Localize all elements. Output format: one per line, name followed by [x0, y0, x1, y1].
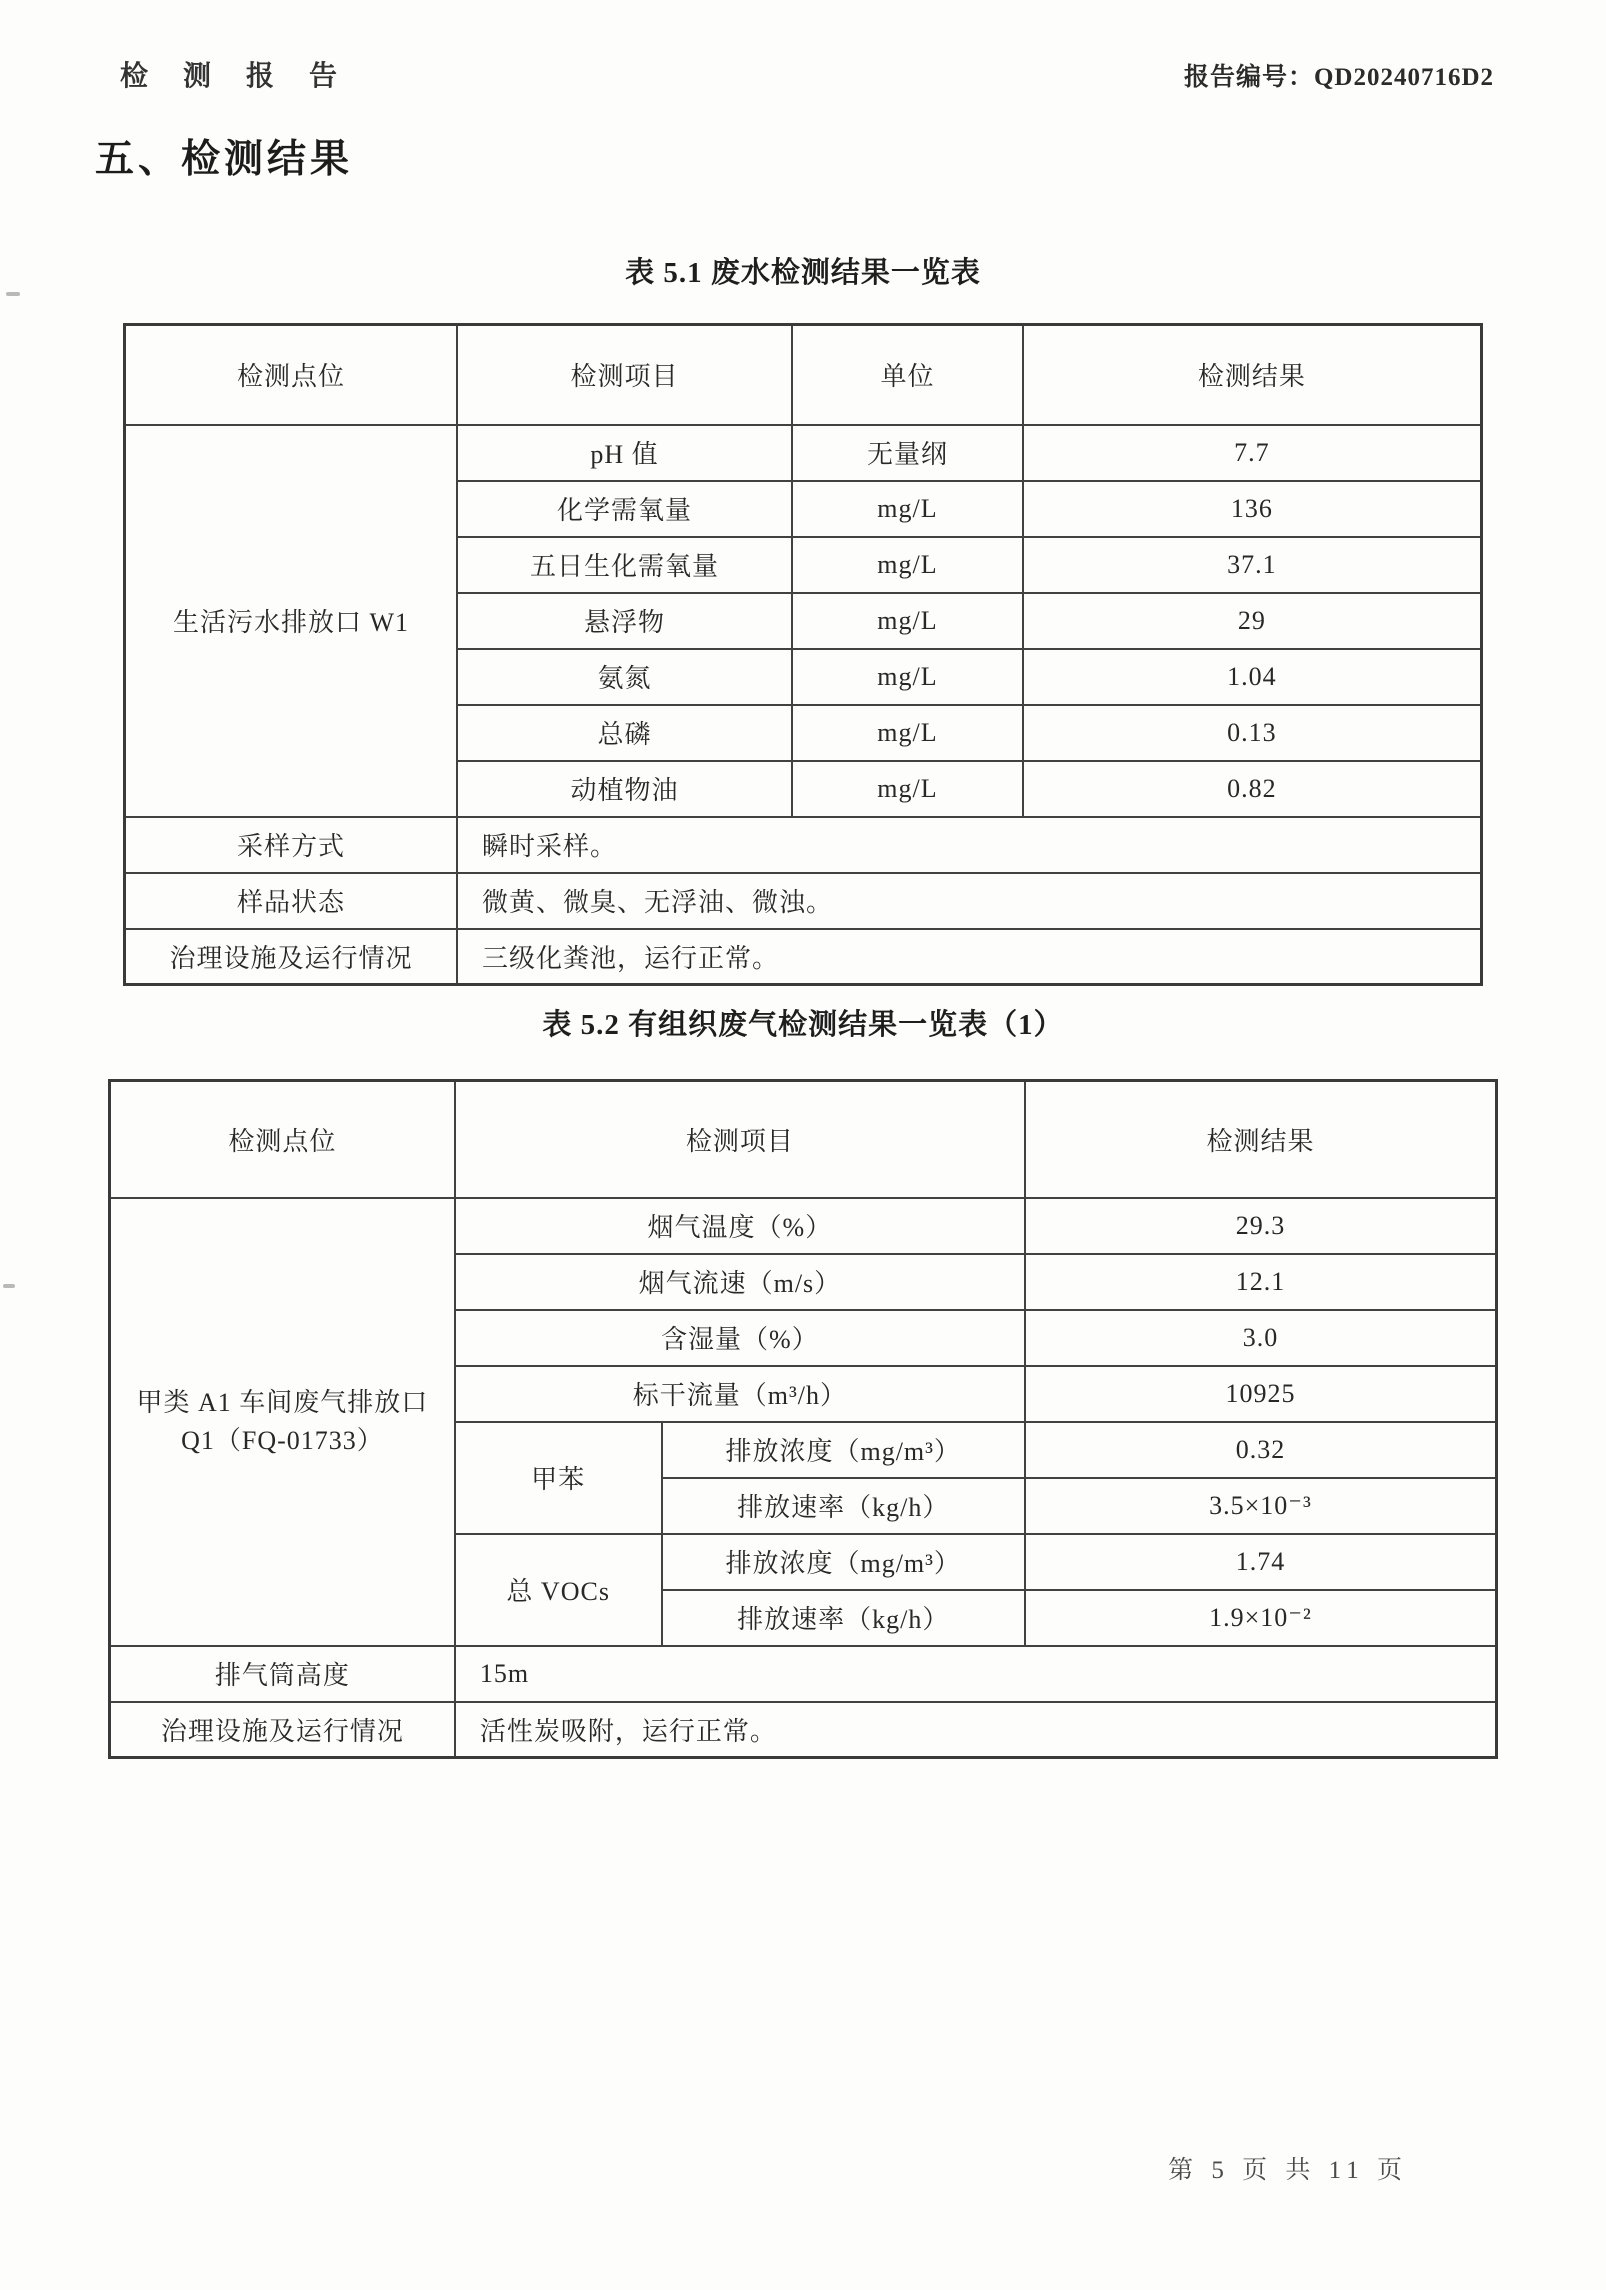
table-row — [110, 1198, 1497, 1254]
item-cell: 氨氮 — [457, 649, 792, 705]
pollutant-name-cell: 总 VOCs — [455, 1534, 662, 1646]
item-cell: 悬浮物 — [457, 593, 792, 649]
result-cell: 1.04 — [1023, 649, 1482, 705]
site-cell — [110, 1198, 455, 1646]
site-line2: Q1（FQ-01733） — [181, 1425, 384, 1455]
col-header-result: 检测结果 — [1025, 1081, 1497, 1198]
unit-cell: mg/L — [792, 705, 1023, 761]
result-cell: 1.9×10⁻² — [1025, 1590, 1497, 1646]
row-label: 治理设施及运行情况 — [125, 929, 457, 985]
result-cell: 29 — [1023, 593, 1482, 649]
item-cell: 排放浓度（mg/m³） — [662, 1534, 1025, 1590]
item-cell: 烟气流速（m/s） — [455, 1254, 1025, 1310]
report-number: 报告编号：QD20240716D2 — [1183, 64, 1494, 91]
result-cell: 136 — [1023, 481, 1482, 537]
result-cell: 12.1 — [1025, 1254, 1497, 1310]
row-label: 样品状态 — [125, 873, 457, 929]
result-cell: 7.7 — [1023, 425, 1482, 481]
table-header-row — [125, 325, 1482, 425]
table-row — [110, 1702, 1497, 1758]
result-cell: 3.5×10⁻³ — [1025, 1478, 1497, 1534]
document-header — [0, 0, 1606, 94]
table-row — [125, 425, 1482, 481]
unit-cell: 无量纲 — [792, 425, 1023, 481]
item-cell: 化学需氧量 — [457, 481, 792, 537]
result-cell: 0.82 — [1023, 761, 1482, 817]
item-cell: 五日生化需氧量 — [457, 537, 792, 593]
row-label: 排气筒高度 — [110, 1646, 455, 1702]
result-cell: 10925 — [1025, 1366, 1497, 1422]
table-row — [125, 929, 1482, 985]
row-label: 采样方式 — [125, 817, 457, 873]
result-cell: 29.3 — [1025, 1198, 1497, 1254]
section-title: 五、检测结果 — [95, 138, 354, 181]
unit-cell: mg/L — [792, 761, 1023, 817]
item-cell: 烟气温度（%） — [455, 1198, 1025, 1254]
exhaust-gas-results-table — [108, 1079, 1498, 1759]
col-header-result: 检测结果 — [1023, 325, 1482, 425]
site-cell: 生活污水排放口 W1 — [125, 425, 457, 817]
table-row — [110, 1646, 1497, 1702]
table2-title: 表 5.2 有组织废气检测结果一览表（1） — [542, 1009, 1064, 1041]
row-label: 治理设施及运行情况 — [110, 1702, 455, 1758]
row-value: 15m — [455, 1646, 1497, 1702]
item-cell: 排放速率（kg/h） — [662, 1478, 1025, 1534]
row-value: 瞬时采样。 — [457, 817, 1482, 873]
pollutant-name-cell: 甲苯 — [455, 1422, 662, 1534]
table1-title: 表 5.1 废水检测结果一览表 — [625, 257, 981, 289]
col-header-unit: 单位 — [792, 325, 1023, 425]
item-cell: 排放浓度（mg/m³） — [662, 1422, 1025, 1478]
document-title: 检 测 报 告 — [120, 61, 352, 92]
result-cell: 37.1 — [1023, 537, 1482, 593]
unit-cell: mg/L — [792, 649, 1023, 705]
row-value: 微黄、微臭、无浮油、微浊。 — [457, 873, 1482, 929]
scan-artifact — [3, 1284, 15, 1288]
unit-cell: mg/L — [792, 593, 1023, 649]
item-cell: 排放速率（kg/h） — [662, 1590, 1025, 1646]
result-cell: 3.0 — [1025, 1310, 1497, 1366]
table-row — [125, 817, 1482, 873]
row-value: 三级化粪池，运行正常。 — [457, 929, 1482, 985]
unit-cell: mg/L — [792, 537, 1023, 593]
result-cell: 0.32 — [1025, 1422, 1497, 1478]
col-header-item: 检测项目 — [457, 325, 792, 425]
unit-cell: mg/L — [792, 481, 1023, 537]
result-cell: 0.13 — [1023, 705, 1482, 761]
col-header-item: 检测项目 — [455, 1081, 1025, 1198]
col-header-site: 检测点位 — [125, 325, 457, 425]
row-value: 活性炭吸附，运行正常。 — [455, 1702, 1497, 1758]
item-cell: 动植物油 — [457, 761, 792, 817]
item-cell: pH 值 — [457, 425, 792, 481]
item-cell: 含湿量（%） — [455, 1310, 1025, 1366]
wastewater-results-table — [123, 323, 1483, 986]
col-header-site: 检测点位 — [110, 1081, 455, 1198]
result-cell: 1.74 — [1025, 1534, 1497, 1590]
table-row — [125, 873, 1482, 929]
item-cell: 标干流量（m³/h） — [455, 1366, 1025, 1422]
table-header-row — [110, 1081, 1497, 1198]
site-line1: 甲类 A1 车间废气排放口 — [136, 1387, 429, 1417]
scan-artifact — [6, 292, 20, 296]
item-cell: 总磷 — [457, 705, 792, 761]
page-number: 第 5 页 共 11 页 — [1168, 2157, 1408, 2184]
